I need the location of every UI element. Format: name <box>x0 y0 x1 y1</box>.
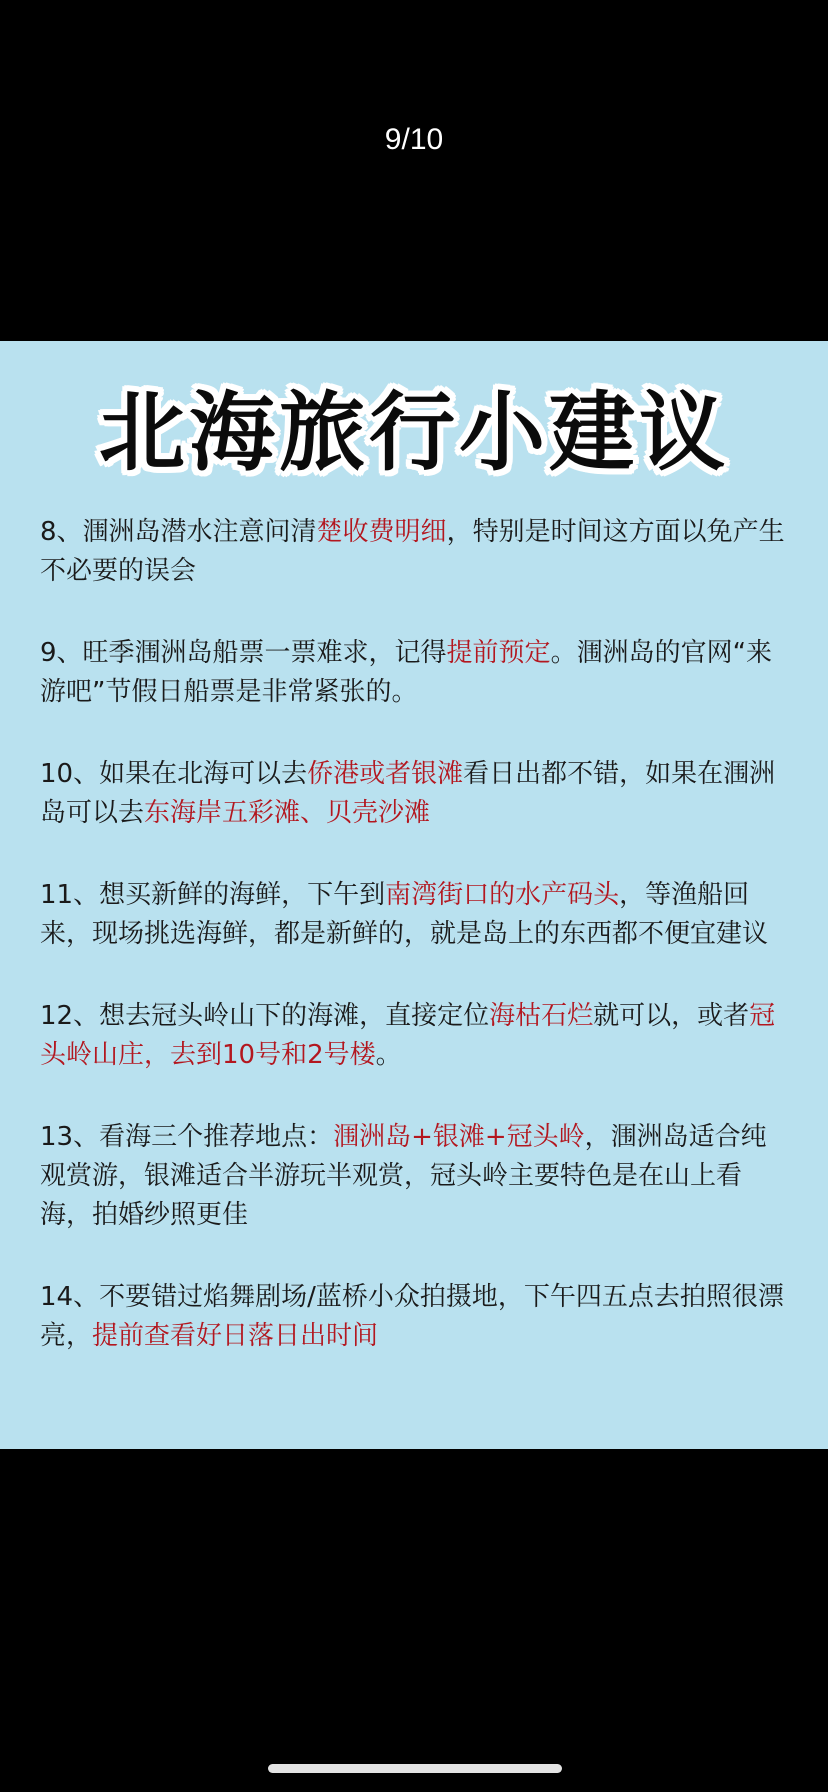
tip-text: 12、想去冠头岭山下的海滩，直接定位 <box>40 1001 490 1031</box>
tip-text: 10、如果在北海可以去 <box>40 759 308 789</box>
tip-highlight-text: 楚收费明细 <box>316 517 447 547</box>
tip-text: ，涠洲岛适合纯观赏游，银滩适合半游玩半观赏，冠头岭主要特色是在山上看海，拍婚纱照更佳 <box>40 1122 767 1230</box>
tip-text: 14、不要错过焰舞剧场/蓝桥小众拍摄地，下午四五点去拍照很漂亮， <box>40 1282 784 1351</box>
tips-list <box>40 513 790 1399</box>
tip-highlight-text: 涠洲岛+银滩+冠头岭 <box>333 1122 585 1152</box>
tip-item <box>40 1278 790 1356</box>
slide-image <box>0 341 828 1449</box>
tip-text: 8、涠洲岛潜水注意问清 <box>40 517 317 547</box>
tip-highlight-text: 侨港或者银滩 <box>307 759 464 789</box>
tip-highlight-text: 提前预定 <box>446 638 551 668</box>
tip-text: 就可以，或者 <box>593 1001 750 1031</box>
tip-text: 。涠洲岛的官网“来游吧”节假日船票是非常紧张的。 <box>40 638 773 707</box>
tip-text: 看日出都不错，如果在涠洲岛可以去 <box>40 759 776 828</box>
tip-item <box>40 876 790 954</box>
tip-text: 。 <box>375 1040 402 1070</box>
tip-highlight-text: 南湾街口的水产码头 <box>385 880 620 910</box>
tip-item <box>40 1118 790 1235</box>
tip-text: 11、想买新鲜的海鲜，下午到 <box>40 880 386 910</box>
tip-text: ，特别是时间这方面以免产生不必要的误会 <box>40 517 785 586</box>
tip-highlight-text: 提前查看好日落日出时间 <box>92 1321 379 1351</box>
tip-highlight-text: 冠头岭山庄，去到10号和2号楼 <box>40 1001 776 1070</box>
tip-highlight-text: 东海岸五彩滩、贝壳沙滩 <box>144 798 431 828</box>
tip-item <box>40 755 790 833</box>
tip-item <box>40 997 790 1075</box>
tip-item <box>40 513 790 591</box>
home-indicator[interactable] <box>268 1764 562 1773</box>
tip-highlight-text: 海枯石烂 <box>489 1001 594 1031</box>
tip-text: ，等渔船回来，现场挑选海鲜，都是新鲜的，就是岛上的东西都不便宜建议 <box>40 880 769 949</box>
tip-item <box>40 634 790 712</box>
tip-text: 9、旺季涠洲岛船票一票难求，记得 <box>40 638 447 668</box>
slide-title: 北海旅行小建议 <box>99 383 729 483</box>
page-counter: 9/10 <box>384 123 444 156</box>
tip-text: 13、看海三个推荐地点： <box>40 1122 334 1152</box>
